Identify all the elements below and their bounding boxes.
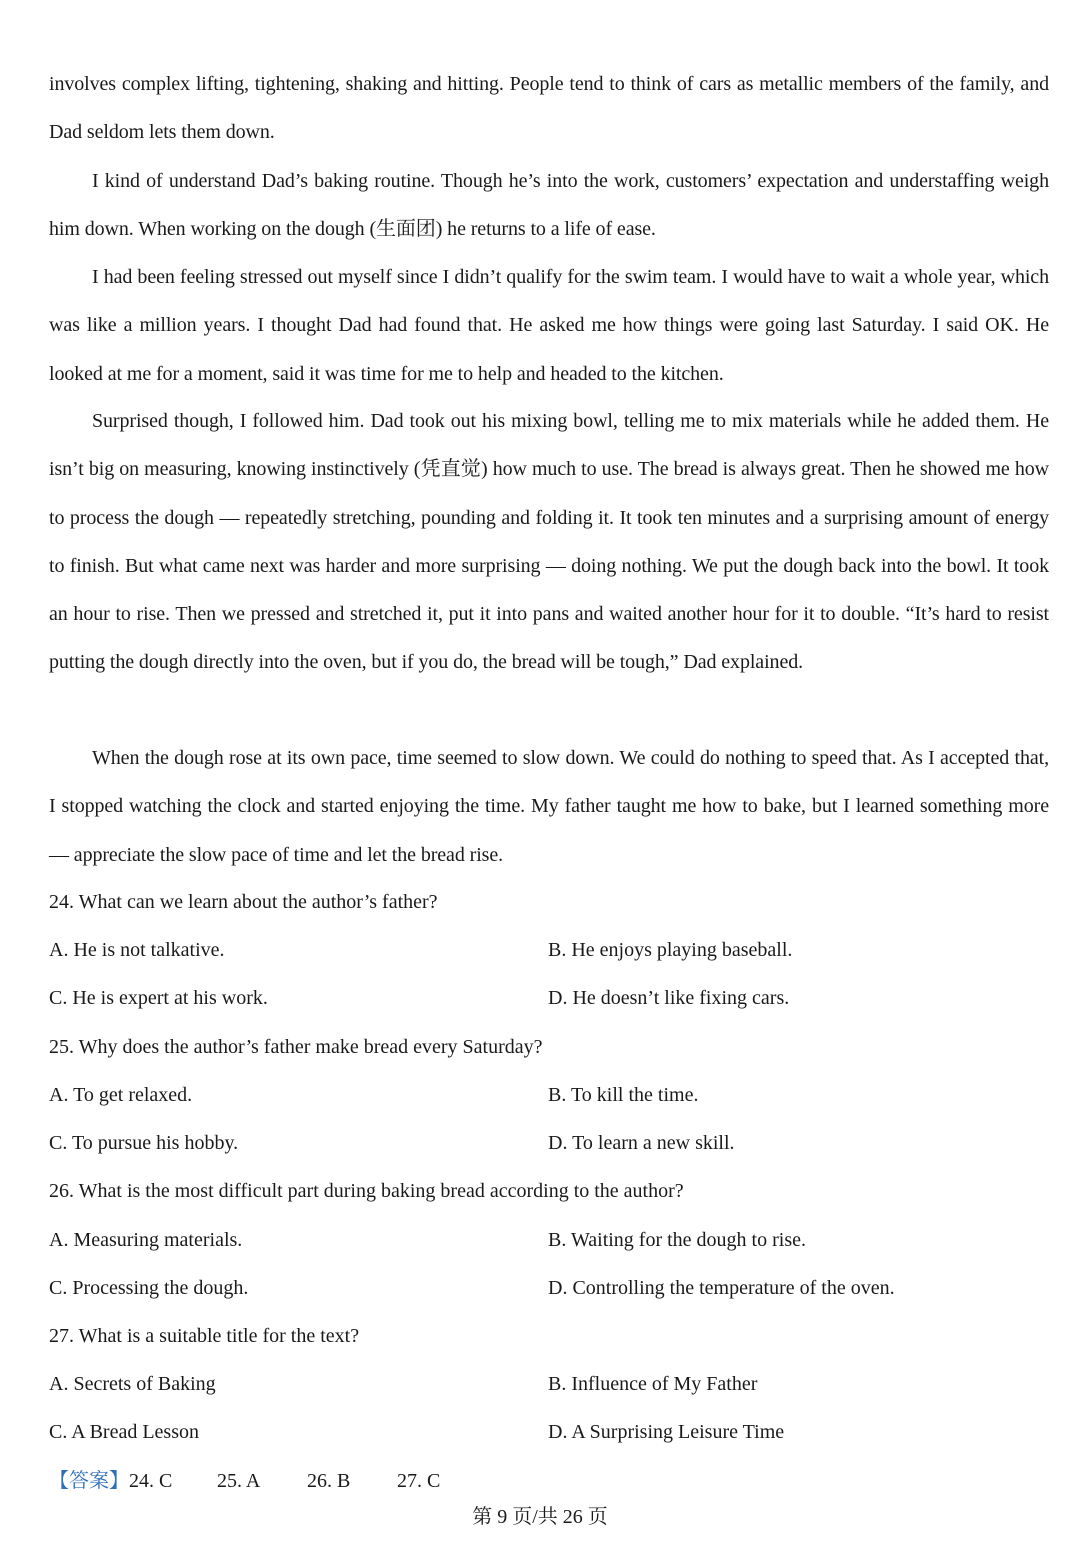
question-26-option-c: C. Processing the dough.	[49, 1277, 249, 1299]
answer-label: 【答案】	[49, 1470, 129, 1492]
answer-item: 27. C	[397, 1470, 441, 1492]
question-26-option-b: B. Waiting for the dough to rise.	[548, 1229, 806, 1251]
question-27-stem: 27. What is a suitable title for the text?	[49, 1325, 360, 1347]
question-24-option-d: D. He doesn’t like fixing cars.	[548, 987, 790, 1009]
passage-paragraph-4: Surprised though, I followed him. Dad took out his mixing bowl, telling me to mix materials while he added them. He isn’t big on measuring, knowing instinctively (凭直觉) how much to use. The bread is always great. Then he showed me how to process the dough — repeatedly stretching, pounding and folding it. It took ten minutes and a surprising amount of energy to finish. But what came next was harder and more surprising — doing nothing. We put the dough back into the bowl. It took an hour to rise. Then we pressed and stretched it, put it into pans and waited another hour for it to double. “It’s hard to resist putting the dough directly into the oven, but if you do, the bread will be tough,” Dad explained.	[49, 410, 1049, 674]
question-25-stem: 25. Why does the author’s father make bread every Saturday?	[49, 1036, 543, 1058]
answer-item: 25. A	[217, 1470, 261, 1492]
answer-key	[49, 1466, 440, 1496]
question-27-option-a: A. Secrets of Baking	[49, 1373, 216, 1395]
question-24-option-b: B. He enjoys playing baseball.	[548, 939, 793, 961]
question-24-stem: 24. What can we learn about the author’s father?	[49, 891, 438, 913]
question-26-option-d: D. Controlling the temperature of the oven.	[548, 1277, 895, 1299]
question-27-option-d: D. A Surprising Leisure Time	[548, 1421, 785, 1443]
question-25-option-b: B. To kill the time.	[548, 1084, 699, 1106]
question-27-option-c: C. A Bread Lesson	[49, 1421, 199, 1443]
passage-paragraph-3: I had been feeling stressed out myself since I didn’t qualify for the swim team. I would have to wait a whole year, which was like a million years. I thought Dad had found that. He asked me how things were going last Saturday. I said OK. He looked at me for a moment, said it was time for me to help and headed to the kitchen.	[49, 266, 1049, 385]
answer-item: 26. B	[307, 1470, 351, 1492]
passage-paragraph-1: involves complex lifting, tightening, shaking and hitting. People tend to think of cars as metallic members of the family, and Dad seldom lets them down.	[49, 73, 1049, 144]
question-25-option-c: C. To pursue his hobby.	[49, 1132, 239, 1154]
question-26-option-a: A. Measuring materials.	[49, 1229, 243, 1251]
question-24-option-c: C. He is expert at his work.	[49, 987, 268, 1009]
question-24-option-a: A. He is not talkative.	[49, 939, 225, 961]
question-25-option-a: A. To get relaxed.	[49, 1084, 193, 1106]
passage-paragraph-2: I kind of understand Dad’s baking routine. Though he’s into the work, customers’ expectation and understaffing weigh him down. When working on the dough (生面团) he returns to a life of ease.	[49, 170, 1049, 241]
question-25-option-d: D. To learn a new skill.	[548, 1132, 735, 1154]
question-26-stem: 26. What is the most difficult part during baking bread according to the author?	[49, 1180, 684, 1202]
answer-item: 24. C	[129, 1470, 173, 1492]
page-number: 第 9 页/共 26 页	[472, 1506, 608, 1528]
passage-paragraph-5: When the dough rose at its own pace, time seemed to slow down. We could do nothing to speed that. As I accepted that, I stopped watching the clock and started enjoying the time. My father taught me how to bake, but I learned something more — appreciate the slow pace of time and let the bread rise.	[49, 747, 1049, 866]
question-27-option-b: B. Influence of My Father	[548, 1373, 758, 1395]
